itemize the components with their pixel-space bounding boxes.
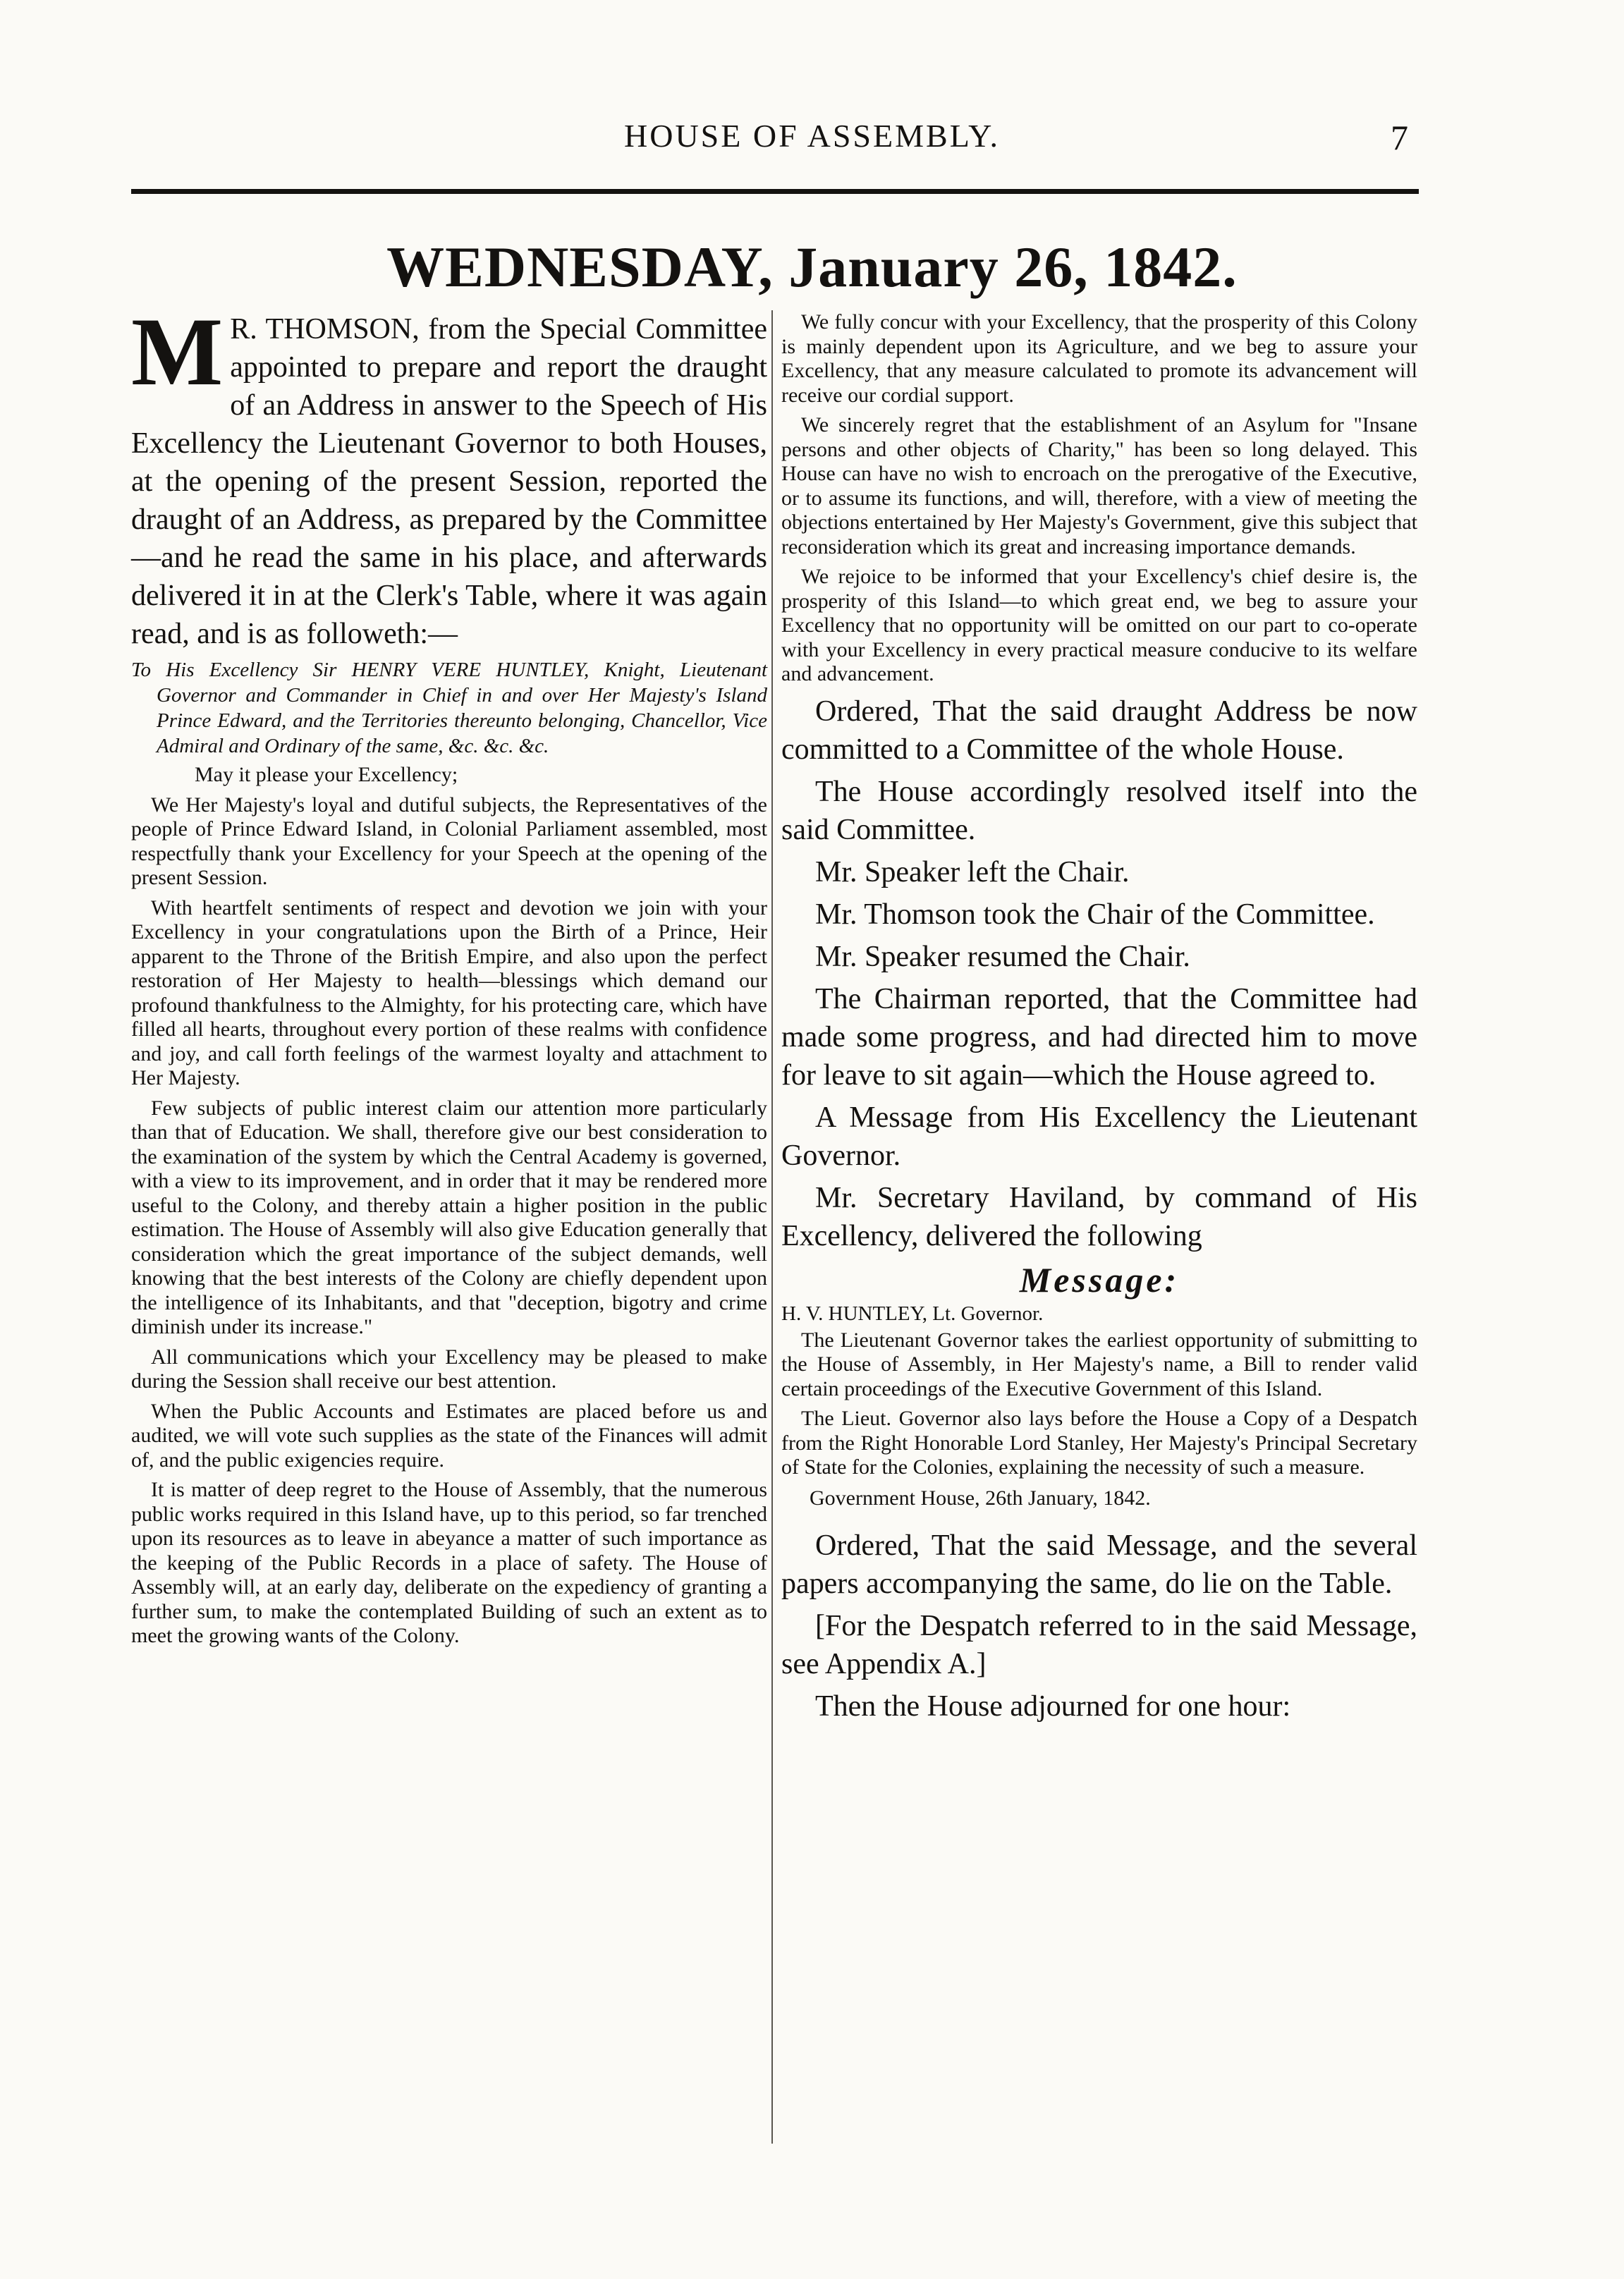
address-paragraph: With heartfelt sentiments of respect and devotion we join with your Excellency in your congratulations upon the Birth of a Prince, Heir apparent to the Throne of the British Empire, and also upon the perfect restoration of Her Majesty to health—blessings which demand our profound thankfulness to the Almighty, for his protecting care, which have filled all hearts, throughout every portion of these realms with confidence and joy, and call forth feelings of the warmest loyalty and attachment to Her Majesty. — [131, 896, 767, 1089]
proceeding-entry: Mr. Thomson took the Chair of the Committee. — [815, 898, 1375, 931]
right-column — [781, 310, 1417, 1730]
opening-text: R. THOMSON, from the Special Committee appointed to prepare and report the draught of an Address in answer to the Speech of His Excellency the Lieutenant Governor to both Houses, at the opening of the present Session, reported the draught of an Address, as prepared by the Committee—and he read the same in his place, and afterwards delivered it in at the Clerk's Table, where it was again read, and is as followeth:— — [131, 313, 767, 650]
running-title: HOUSE OF ASSEMBLY. — [624, 118, 1000, 154]
message-heading: Message: — [1019, 1259, 1180, 1300]
date-heading: WEDNESDAY, January 26, 1842. — [386, 235, 1238, 299]
address-paragraph: When the Public Accounts and Estimates are placed before us and audited, we will vote such supplies as the state of the Finances will admit of, and the public exigencies require. — [131, 1399, 767, 1472]
drop-cap: M — [131, 298, 224, 405]
opening-paragraph — [131, 298, 767, 653]
proceeding-entry: Ordered, That the said draught Address be now committed to a Committee of the whole House. — [781, 695, 1417, 766]
message-dateline: Government House, 26th January, 1842. — [810, 1486, 1151, 1510]
address-paragraph: All communications which your Excellency may be pleased to make during the Session shall receive our best attention. — [131, 1345, 767, 1393]
address-paragraph: It is matter of deep regret to the House of Assembly, that the numerous public works required in this Island have, up to this period, so far trenched upon its resources as to leave in abeyance a matter of such importance as the keeping of the Public Records in a place of safety. The House of Assembly will, at an early day, deliberate on the expediency of granting a further sum, to make the contemplated Building of such an extent as to meet the growing wants of the Colony. — [131, 1478, 767, 1647]
closing-entry: Ordered, That the said Message, and the several papers accompanying the same, do lie on the Table. — [781, 1529, 1417, 1600]
message-signature: H. V. HUNTLEY, Lt. Governor. — [781, 1302, 1044, 1325]
address-recipient: To His Excellency Sir HENRY VERE HUNTLEY, Knight, Lieutenant Governor and Commander in Chief in and over Her Majesty's Island Prince Edward, and the Territories thereunto belonging, Chancellor, Vice Admiral and Ordinary of the same, &c. &c. &c. — [131, 659, 767, 757]
message-paragraph: The Lieut. Governor also lays before the House a Copy of a Despatch from the Right Honorable Lord Stanley, Her Majesty's Principal Secretary of State for the Colonies, explaining the necessity of such a measure. — [781, 1407, 1417, 1479]
salutation: May it please your Excellency; — [195, 763, 458, 786]
page-number: 7 — [1391, 118, 1408, 157]
proceeding-entry: The Chairman reported, that the Committee had made some progress, and had directed him to move for leave to sit again—which the House agreed to. — [781, 982, 1417, 1092]
address-paragraph: We sincerely regret that the establishment of an Asylum for "Insane persons and other objects of Charity," has been so long delayed. This House can have no wish to encroach on the prerogative of the Executive, or to assume its functions, and will, therefore, with a view of meeting the objections entertained by Her Majesty's Government, give this subject that reconsideration which its great and increasing importance demands. — [781, 413, 1417, 558]
closing-entry: [For the Despatch referred to in the said Message, see Appendix A.] — [781, 1609, 1417, 1680]
left-column — [131, 298, 767, 1654]
address-paragraph: We rejoice to be informed that your Excellency's chief desire is, the prosperity of this Island—to which great end, we beg to assure your Excellency that no opportunity will be omitted on our part to co-operate with your Excellency in every practical measure conducive to its welfare and advancement. — [781, 565, 1417, 685]
proceeding-entry: The House accordingly resolved itself into the said Committee. — [781, 775, 1417, 846]
address-paragraph: Few subjects of public interest claim our attention more particularly than that of Education. We shall, therefore give our best consideration to the examination of the system by which the Central Academy is governed, with a view to its improvement, and in order that it may be rendered more useful to the Colony, and thereby attain a higher position in the public estimation. The House of Assembly will also give Education generally that consideration which the great importance of the subject demands, well knowing that the best interests of the Colony are chiefly dependent upon the intelligence of its Inhabitants, and that "deception, bigotry and crime diminish under its increase." — [131, 1096, 767, 1338]
closing-entry: Then the House adjourned for one hour: — [815, 1690, 1291, 1723]
proceeding-entry: Mr. Secretary Haviland, by command of His Excellency, delivered the following — [781, 1181, 1417, 1252]
header-rule — [131, 189, 1419, 194]
proceeding-entry: Mr. Speaker left the Chair. — [815, 855, 1130, 888]
message-paragraph: The Lieutenant Governor takes the earliest opportunity of submitting to the House of Assembly, in Her Majesty's name, a Bill to render valid certain proceedings of the Executive Government of this Island. — [781, 1328, 1417, 1400]
proceeding-entry: Mr. Speaker resumed the Chair. — [815, 940, 1190, 973]
proceeding-entry: A Message from His Excellency the Lieutenant Governor. — [781, 1101, 1417, 1172]
address-paragraph: We fully concur with your Excellency, that the prosperity of this Colony is mainly dependent upon its Agriculture, and we beg to assure your Excellency, that any measure calculated to promote its advancement will receive our cordial support. — [781, 310, 1417, 407]
column-divider — [771, 310, 773, 2144]
address-paragraph: We Her Majesty's loyal and dutiful subjects, the Representatives of the people of Prince Edward Island, in Colonial Parliament assembled, most respectfully thank your Excellency for your Speech at the opening of the present Session. — [131, 793, 767, 889]
